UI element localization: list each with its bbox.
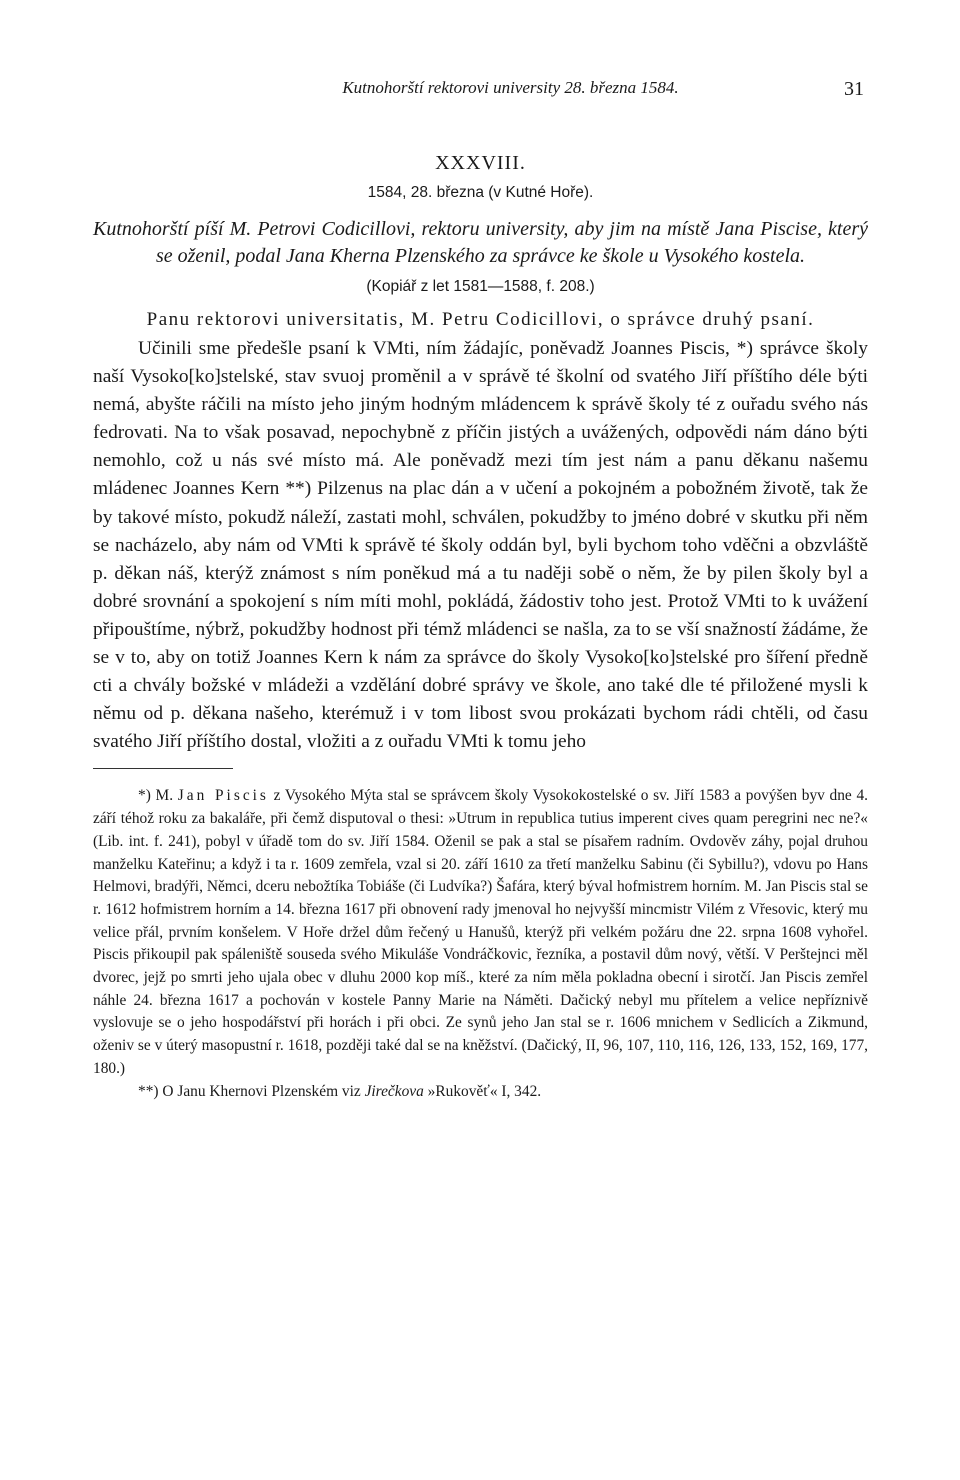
page-number: 31 [844, 78, 864, 100]
document-number: XXXVIII. [435, 152, 526, 174]
footnote-1-name: Jan Piscis [177, 787, 269, 805]
footnote-2-reference: Jirečkova [364, 1082, 424, 1100]
footnote-2-text: »Rukověť« I, 342. [427, 1082, 542, 1100]
footnote-2-marker: **) O Janu Khernovi Plzenském viz [138, 1082, 361, 1100]
footnote-1 [93, 785, 868, 1080]
letter-address: Panu rektorovi universitatis, M. Petru Codicillovi, o správce druhý psaní. [146, 309, 815, 330]
footnote-2 [93, 1081, 868, 1104]
document-source: (Kopiář z let 1581—1588, f. 208.) [366, 278, 595, 295]
running-title: Kutnohorští rektorovi university 28. března 1584. [342, 78, 679, 97]
document-regest: Kutnohorští píší M. Petrovi Codicillovi, rektoru university, aby jim na místě Jana Piscise, který se oženil, podal Jana Kherna Plzenského za správce ke škole u Vysokého kostela. [93, 218, 868, 267]
document-date-place: 1584, 28. března (v Kutné Hoře). [367, 184, 594, 201]
footnote-1-text: z Vysokého Mýta stal se správcem školy Vysokokostelské o sv. Jiří 1583 a povýšen byv dne 4. září téhož roku za bakaláře, při čemž disputoval o thesi: »Utrum in republica tutius imperent cives quam peregrini nec ne?« (Lib. int. f. 241), pobyl v úřadě tom do sv. Jiří 1584. Oženil se pak a stal se písařem radním. Ovdověv záhy, pojal druhou manželku Kateřinu; a když i ta r. 1609 zemřela, vzal si 20. září 1610 za třetí manželku Sabinu (či Sybillu?), vdovu po Hans Helmovi, bradýři, Němci, dceru nebožtíka Tobiáše (či Ludvíka?) Šafára, který býval hofmistrem horním. M. Jan Piscis stal se r. 1612 hofmistrem horním a 14. března 1617 při obnovení rady jmenoval ho nejvyšší mincmistr Vilém z Vřesovic, který mu velice přál, prvním konšelem. V Hoře držel dům řečený u Hanušů, kterýž při velkém požáru dne 22. srpna 1608 vyhořel. Piscis přikoupil pak spáleniště souseda svého Mikuláše Vondráčkovic, řezníka, a postavil dům nový, větší. V Perštejnci měl dvorec, jejž po smrti jeho ujala obec v dluhu 2000 kop míš., které za ním měla pokladna obecní i sirotčí. Jan Piscis zemřel náhle 24. března 1617 a pochován v kostele Panny Marie na Náměti. Dačický nebyl mu přítelem a velice nepříznivě vyslovuje se o jeho hospodářství při horách i při obci. Ze synů jeho Jan stal se r. 1606 mnichem v Sedlicích a Zikmund, oženiv se v úterý masopustní r. 1618, později také dal se na kněžství. (Dačický, II, 96, 107, 110, 116, 126, 133, 152, 169, 177, 180.) [93, 787, 869, 1077]
footnote-separator [93, 768, 233, 769]
footnote-1-marker: *) M. [138, 787, 174, 805]
running-header [93, 78, 868, 108]
letter-body: Učinili sme předešle psaní k VMti, ním žádajíc, poněvadž Joannes Piscis, *) správce školy naší Vysoko[ko]stelské, stav svuoj proměnil a v správě té školní od svatého Jiří příštího déle býti nemá, abyšte ráčili na místo jeho jiným hodným mládencem k správě školy té z ouřadu svého nás fedrovati. Na to však posavad, nepochybně z příčin jistých a uvážených, odpovědi nám dáno býti nemohlo, což u nás své místo má. Ale poněvadž mezi tím jest nám a panu děkanu našemu mládenec Joannes Kern **) Pilzenus na plac dán a v učení a pokojném a pobožném životě, tak že by takové místo, pokudž náleží, zastati mohl, schválen, pokudžby to jméno dobré v skutku při něm se nacházelo, aby nám od VMti k správě té školy oddán byl, byli bychom toho vděčni a obzvláště p. děkan náš, kterýž známost s ním poněkud má a tu naději sobě o něm, že by pilen školy byl a dobré srovnání a spokojení s ním míti mohl, pokládá, žádostiv toho jest. Protož VMti to k uvážení připouštíme, nýbrž, pokudžby hodnost při témž mládenci se našla, za to se vší snažností žádáme, že se v to, aby on totiž Joannes Kern k nám za správce do školy Vysoko[ko]stelské pro šíření předně cti a chvály božské v mládeži a vzdělání dobré správy ve škole, ano také dle té přiložené mysli k němu od p. děkana našeho, kterémuž i v tom libost svou prokázati bychom rádi chtěli, od času svatého Jiří příštího dostal, vložiti a z ouřadu VMti k tomu jeho [93, 338, 868, 753]
